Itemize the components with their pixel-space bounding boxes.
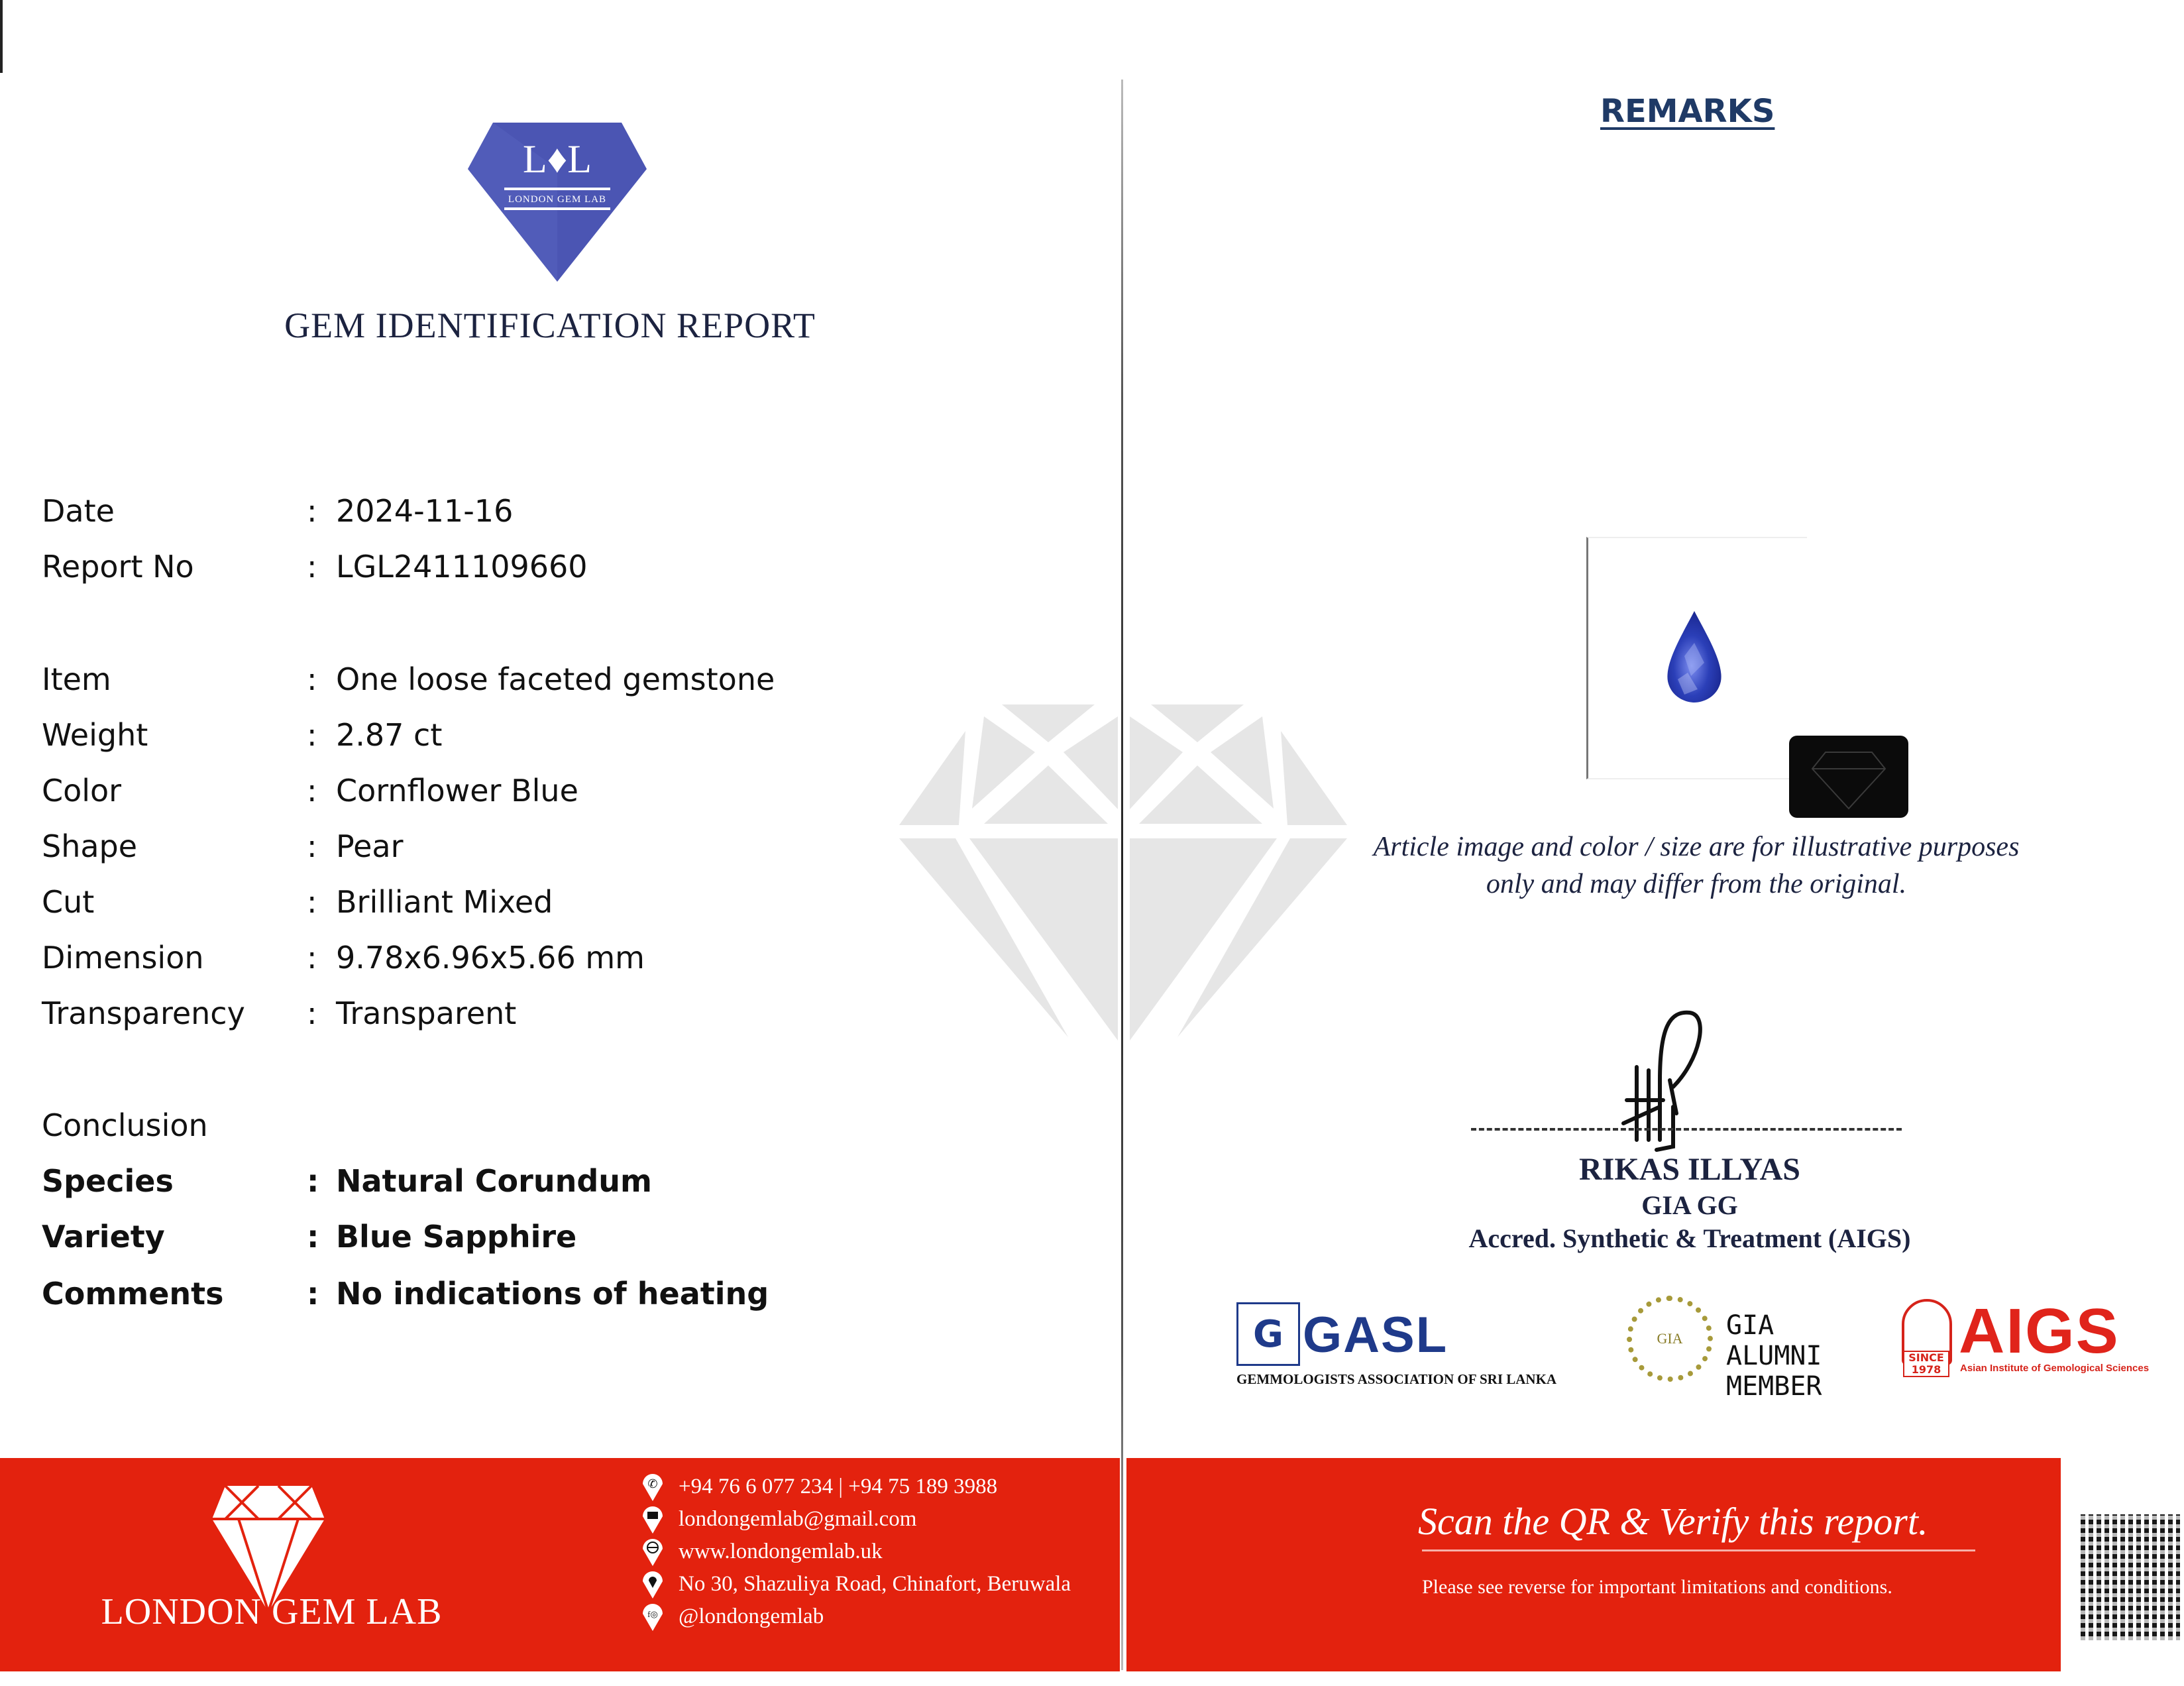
contact-email[interactable] [641,1502,916,1536]
field-label: Variety [42,1219,165,1255]
field-value: Cornflower Blue [336,773,578,809]
field-separator: : [307,549,317,585]
gia-line-2: MEMBER [1726,1371,1822,1402]
london-gem-lab-logo [468,123,647,282]
scan-underline [1422,1549,1975,1551]
gia-alumni-logo [1627,1296,1865,1402]
mail-icon [641,1504,664,1534]
aigs-since: SINCE 1978 [1903,1351,1949,1377]
conclusion-heading-text: Conclusion [42,1107,208,1143]
contact-text: www.londongemlab.uk [679,1539,883,1563]
field-value: LGL2411109660 [336,549,588,585]
contact-social[interactable] [641,1600,824,1633]
svg-text:L♦L: L♦L [523,137,592,181]
field-separator: : [307,773,317,809]
signatory-name: RIKAS ILLYAS [1579,1152,1800,1187]
diamond-watermark-icon [899,653,1347,1050]
field-separator: : [307,1219,319,1255]
field-label: Item [42,661,111,697]
contact-phone [641,1470,997,1503]
report-title: GEM IDENTIFICATION REPORT [284,306,816,345]
field-label: Dimension [42,940,204,976]
svg-text:LONDON GEM LAB: LONDON GEM LAB [508,194,607,205]
field-label: Species [42,1163,174,1199]
field-label: Report No [42,549,194,585]
signatory-block [1425,1150,1955,1256]
field-label: Color [42,773,122,809]
gia-seal-icon [1627,1296,1713,1382]
signature-line [1471,1128,1902,1131]
gasl-name: GASL [1303,1307,1448,1363]
field-value: Blue Sapphire [336,1219,577,1255]
field-value: 2024-11-16 [336,493,514,529]
contact-text: +94 76 6 077 234 | +94 75 189 3988 [679,1474,998,1498]
field-label: Transparency [42,995,245,1031]
contact-text: No 30, Shazuliya Road, Chinafort, Beruwala [679,1571,1071,1596]
field-label: Comments [42,1276,224,1312]
field-separator: : [307,661,317,697]
field-value: Transparent [336,995,517,1031]
contact-text: @londongemlab [679,1604,824,1628]
aigs-name: AIGS [1959,1296,2120,1367]
field-separator: : [307,717,317,753]
social-icon [641,1602,664,1631]
signatory-credential: GIA GG [1641,1190,1738,1220]
field-separator: : [307,493,317,529]
image-disclaimer [1332,828,2061,903]
field-label: Date [42,493,115,529]
field-value: 2.87 ct [336,717,443,753]
contact-website[interactable] [641,1535,883,1568]
security-hologram [1789,736,1908,818]
signatory-accreditation: Accred. Synthetic & Treatment (AIGS) [1468,1223,1911,1253]
field-value: Brilliant Mixed [336,884,553,920]
field-value: Pear [336,828,404,864]
field-separator: : [307,828,317,864]
scan-edge-mark [0,0,3,73]
field-value: Natural Corundum [336,1163,652,1199]
gasl-logo [1236,1302,1581,1388]
footer-band-right [1126,1458,2061,1671]
field-label: Cut [42,884,95,920]
pear-sapphire-image [1665,610,1724,702]
field-separator: : [307,1276,319,1312]
contact-text: londongemlab@gmail.com [679,1506,917,1531]
svg-text:f◎: f◎ [647,1609,658,1619]
disclaimer-line-2: only and may differ from the original. [1486,869,1907,899]
gia-seal-text: GIA [1657,1330,1683,1347]
field-value: No indications of heating [336,1276,769,1312]
location-icon [641,1569,664,1599]
field-label: Weight [42,717,148,753]
field-label: Shape [42,828,138,864]
gia-line-1: GIA ALUMNI [1726,1310,1822,1371]
aigs-logo [1902,1296,2154,1385]
gasl-subtitle: GEMMOLOGISTS ASSOCIATION OF SRI LANKA [1236,1371,1557,1387]
remarks-heading: REMARKS [1600,93,1775,130]
footer-brand-name: LONDON GEM LAB [101,1591,443,1632]
verification-qr-code[interactable] [2081,1514,2180,1640]
scan-qr-prompt: Scan the QR & Verify this report. [1418,1500,1928,1543]
reverse-note: Please see reverse for important limitations and conditions. [1422,1576,1892,1598]
aigs-subtitle: Asian Institute of Gemological Sciences [1960,1363,2150,1374]
signature-image [1610,1007,1756,1153]
svg-text:✆: ✆ [647,1477,658,1490]
contact-address [641,1567,1071,1601]
globe-icon [641,1537,664,1566]
field-separator: : [307,995,317,1031]
hologram-diamond-icon [1789,736,1908,818]
gia-alumni-text [1726,1310,1865,1402]
field-value: One loose faceted gemstone [336,661,775,697]
gasl-emblem-icon: G [1236,1302,1300,1366]
phone-icon [641,1472,664,1501]
field-separator: : [307,884,317,920]
disclaimer-line-1: Article image and color / size are for illustrative purposes [1373,832,2020,862]
field-separator: : [307,1163,319,1199]
field-separator: : [307,940,317,976]
field-value: 9.78x6.96x5.66 mm [336,940,645,976]
